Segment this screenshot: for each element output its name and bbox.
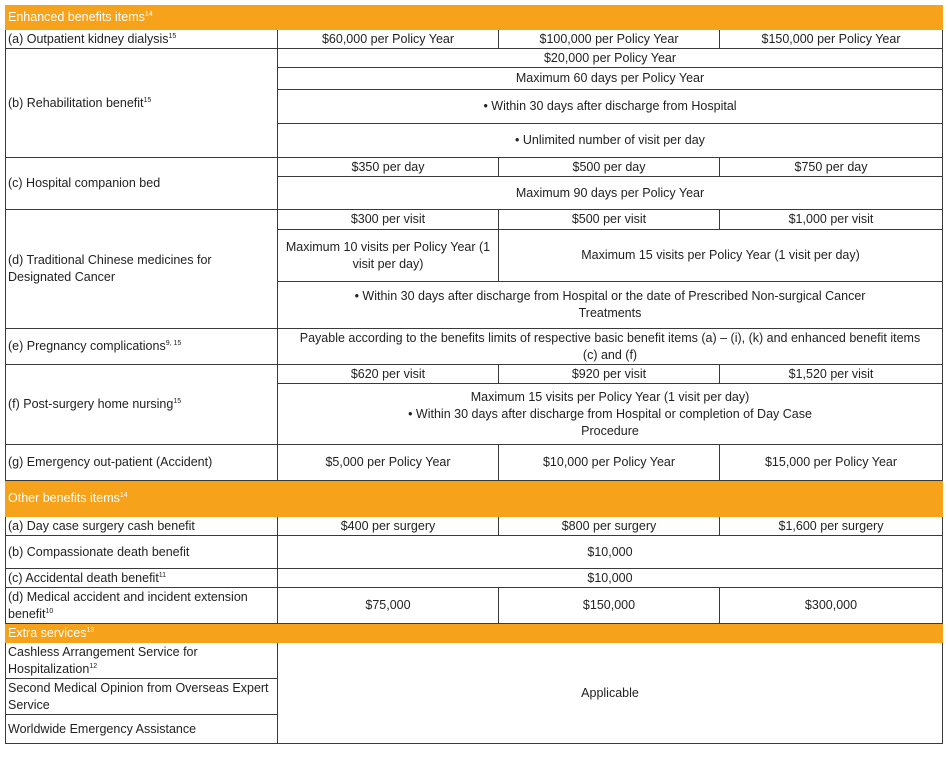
row-label-text: Cashless Arrangement Service for Hospitalization: [8, 644, 198, 676]
cell-plan3: $150,000 per Policy Year: [720, 30, 943, 49]
table-row-companion-amounts: [6, 158, 943, 177]
bullet-text: • Within 30 days after discharge from Hospital or the date of Prescribed Non-surgical Cancer Treatments: [355, 289, 866, 320]
row-label-medical: [6, 588, 278, 624]
cell-plans-2-3: Maximum 15 visits per Policy Year (1 visit per day): [499, 230, 943, 282]
cell-applicable: Applicable: [278, 643, 943, 744]
cell-plan3: $1,520 per visit: [720, 365, 943, 384]
cell-plan2: $100,000 per Policy Year: [499, 30, 720, 49]
section-title-extra: [6, 624, 943, 643]
row-label-text: (b) Rehabilitation benefit: [8, 95, 144, 110]
cell-plan1: $5,000 per Policy Year: [278, 445, 499, 481]
row-label-compassionate: (b) Compassionate death benefit: [6, 536, 278, 569]
cell-plan2: $10,000 per Policy Year: [499, 445, 720, 481]
cell-all-plans: Maximum 90 days per Policy Year: [278, 177, 943, 210]
footnote-ref: 9, 15: [165, 339, 182, 347]
cell-all-plans: [278, 90, 943, 124]
row-label-dialysis: [6, 30, 278, 49]
row-label-text: (d) Medical accident and incident extension benefit: [8, 589, 248, 621]
cell-all-plans: [278, 124, 943, 158]
row-label-pregnancy: [6, 329, 278, 365]
table-row-medical: [6, 588, 943, 624]
cell-plan1: $75,000: [278, 588, 499, 624]
row-label-text: (c) Accidental death benefit: [8, 570, 159, 585]
cell-all-plans: $20,000 per Policy Year: [278, 49, 943, 68]
cell-plan1: $60,000 per Policy Year: [278, 30, 499, 49]
cell-plan2: $920 per visit: [499, 365, 720, 384]
row-label-rehab: [6, 49, 278, 158]
row-label-daycase: (a) Day case surgery cash benefit: [6, 517, 278, 536]
footnote-ref: 15: [173, 397, 182, 405]
cell-plan3: $1,000 per visit: [720, 210, 943, 230]
row-label-nursing: [6, 365, 278, 445]
bullet-text: • Unlimited number of visit per day: [515, 133, 705, 147]
row-label-text: (a) Outpatient kidney dialysis: [8, 31, 169, 46]
cell-all-plans: Payable according to the benefits limits of respective basic benefit items (a) – (i), (k) and enhanced benefit items (c) and (f): [278, 329, 943, 365]
cell-all-plans: [278, 384, 943, 445]
row-label-accidental: [6, 569, 278, 588]
section-title-extra-text: Extra services: [8, 625, 87, 640]
cell-plan1: $300 per visit: [278, 210, 499, 230]
section-title-enhanced: [6, 6, 943, 30]
cell-plan3: $1,600 per surgery: [720, 517, 943, 536]
section-title-enhanced-text: Enhanced benefits items: [8, 10, 145, 24]
cell-plan3: $15,000 per Policy Year: [720, 445, 943, 481]
section-header-extra: [6, 624, 943, 643]
cell-plan2: $150,000: [499, 588, 720, 624]
benefits-table-wrapper: [5, 5, 943, 744]
cell-plan1: $400 per surgery: [278, 517, 499, 536]
cell-plan3: $750 per day: [720, 158, 943, 177]
cell-plan3: $300,000: [720, 588, 943, 624]
row-label-text: (e) Pregnancy complications: [8, 339, 166, 353]
cell-all-plans: [278, 282, 943, 329]
section-title-other: [6, 481, 943, 517]
cell-plan1: $620 per visit: [278, 365, 499, 384]
footnote-ref: 12: [89, 662, 98, 670]
table-row-rehab-amount: [6, 49, 943, 68]
row-label-emergency: (g) Emergency out-patient (Accident): [6, 445, 278, 481]
row-label-cashless: [6, 643, 278, 679]
cell-all-plans: $10,000: [278, 569, 943, 588]
cell-all-plans: Maximum 60 days per Policy Year: [278, 68, 943, 90]
cell-plan2: $500 per visit: [499, 210, 720, 230]
footnote-ref: 13: [86, 626, 95, 634]
bullet-text: • Within 30 days after discharge from Hospital: [483, 99, 736, 113]
table-row-nursing-amounts: [6, 365, 943, 384]
table-row-pregnancy: [6, 329, 943, 365]
row-label-text: (f) Post-surgery home nursing: [8, 397, 174, 411]
table-row-compassionate: [6, 536, 943, 569]
footnote-ref: 11: [158, 571, 167, 579]
table-row-daycase: [6, 517, 943, 536]
section-header-other: [6, 481, 943, 517]
cell-all-plans: $10,000: [278, 536, 943, 569]
row-label-companion: (c) Hospital companion bed: [6, 158, 278, 210]
footnote-ref: 14: [144, 10, 153, 18]
row-label-second-opinion: Second Medical Opinion from Overseas Expert Service: [6, 679, 278, 715]
bullet-text: • Within 30 days after discharge from Hospital or completion of Day Case Procedure: [378, 406, 842, 440]
table-row-emergency: [6, 445, 943, 481]
table-row-accidental: [6, 569, 943, 588]
footnote-ref: 15: [168, 32, 177, 40]
row-label-tcm: (d) Traditional Chinese medicines for Designated Cancer: [6, 210, 278, 329]
section-header-enhanced: [6, 6, 943, 30]
section-title-other-text: Other benefits items: [8, 491, 120, 505]
footnote-ref: 14: [119, 491, 128, 499]
cell-plan2: $800 per surgery: [499, 517, 720, 536]
table-row-dialysis: [6, 30, 943, 49]
cell-plan1: Maximum 10 visits per Policy Year (1 visit per day): [278, 230, 499, 282]
cell-plan1: $350 per day: [278, 158, 499, 177]
benefits-table: [5, 5, 943, 744]
table-row-tcm-amounts: [6, 210, 943, 230]
footnote-ref: 15: [143, 96, 152, 104]
cell-plan2: $500 per day: [499, 158, 720, 177]
table-row-cashless: [6, 643, 943, 679]
footnote-ref: 10: [45, 607, 54, 615]
nursing-max-text: Maximum 15 visits per Policy Year (1 visit per day): [470, 389, 750, 404]
row-label-worldwide: Worldwide Emergency Assistance: [6, 715, 278, 744]
